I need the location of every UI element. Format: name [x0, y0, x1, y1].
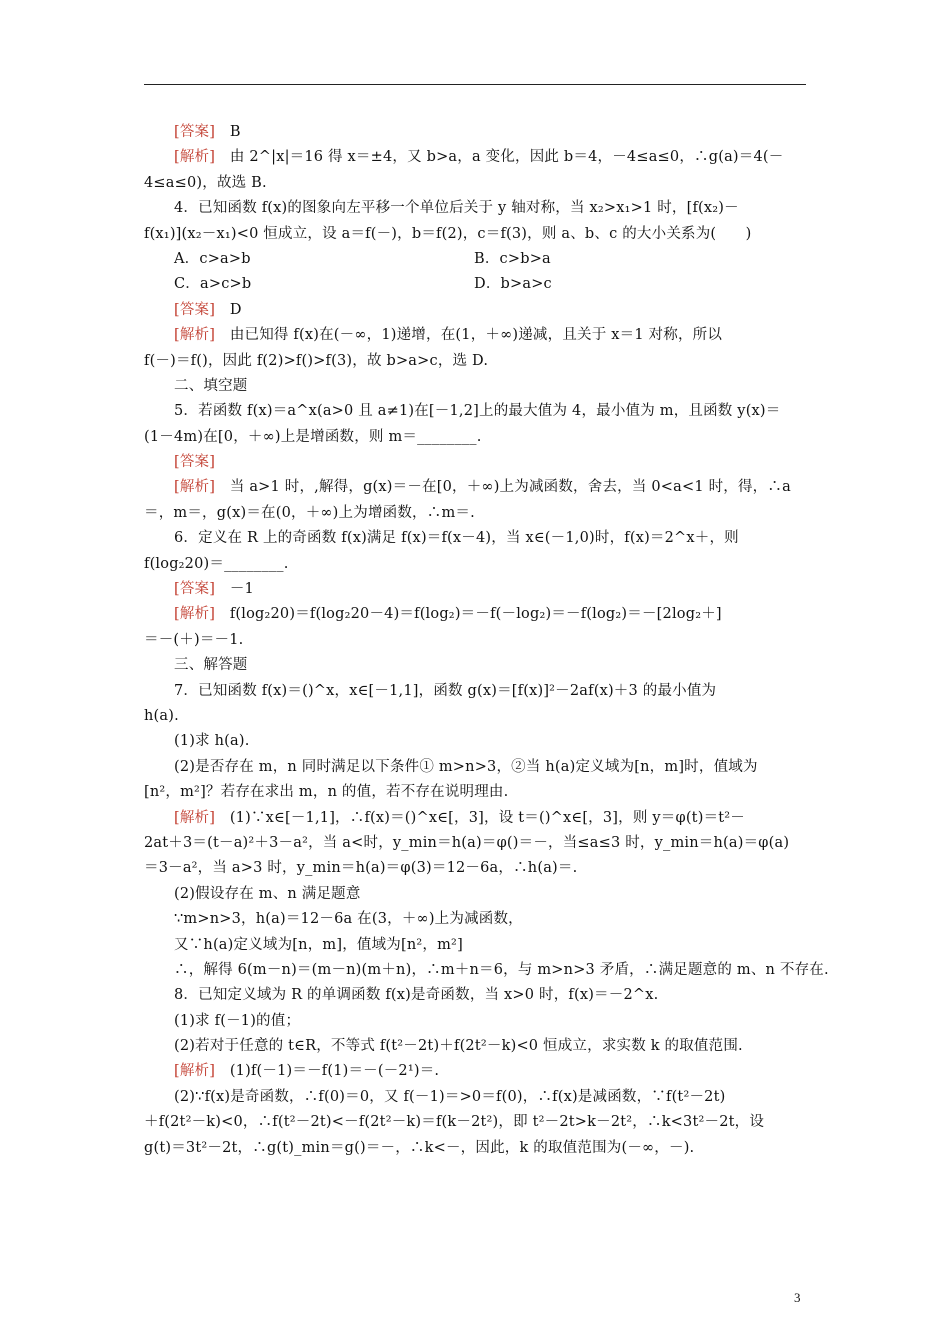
text-line [144, 1009, 806, 1034]
line-text: ＝，m＝，g(x)＝在(0，＋∞)上为增函数，∴m＝. [144, 504, 475, 521]
line-text: －1 [215, 581, 254, 598]
line-text: (1)求 f(－1)的值； [174, 1012, 301, 1029]
text-line [144, 171, 806, 196]
choice-option: D．b>a>c [474, 276, 552, 293]
line-text: (1)求 h(a). [174, 733, 250, 750]
line-text: (2)若对于任意的 t∈R，不等式 f(t²－2t)＋f(2t²－k)<0 恒成立，求实数 k 的取值范围. [174, 1038, 743, 1055]
line-text: f(x₁)](x₂－x₁)<0 恒成立，设 a＝f(－)，b＝f(2)，c＝f(3)，则 a、b、c 的大小关系为( ) [144, 225, 752, 242]
text-line [144, 272, 806, 297]
text-line [144, 475, 806, 500]
line-text: 7．已知函数 f(x)＝()^x，x∈[－1,1]，函数 g(x)＝[f(x)]²－2af(x)＋3 的最小值为 [174, 682, 717, 699]
text-line [144, 323, 806, 348]
text-line [144, 679, 806, 704]
line-text: 由 2^|x|＝16 得 x＝±4，又 b>a，a 变化，因此 b＝4，－4≤a≤0，∴g(a)＝4(－ [215, 149, 784, 166]
line-text: f(log₂20)＝f(log₂20－4)＝f(log₂)＝－f(－log₂)＝－f(log₂)＝－[2log₂＋] [215, 606, 722, 623]
text-line [144, 1034, 806, 1059]
text-line [144, 806, 806, 831]
choice-option: A．c>a>b [174, 250, 251, 267]
answer-tag: [解析] [174, 606, 216, 623]
answer-tag: [答案] [174, 581, 216, 598]
line-text: ∵m>n>3，h(a)＝12－6a 在(3，＋∞)上为减函数， [174, 911, 523, 928]
answer-tag: [解析] [174, 149, 216, 166]
line-text: 5．若函数 f(x)＝a^x(a>0 且 a≠1)在[－1,2]上的最大值为 4，最小值为 m，且函数 y(x)＝ [174, 403, 781, 420]
text-line [144, 780, 806, 805]
header-rule [144, 84, 806, 85]
line-text: 8．已知定义域为 R 的单调函数 f(x)是奇函数，当 x>0 时，f(x)＝－2^x. [174, 987, 659, 1004]
line-text: ＝－(＋)＝－1. [144, 631, 244, 648]
text-line [144, 933, 806, 958]
text-line [144, 983, 806, 1008]
text-line [144, 653, 806, 678]
text-line [144, 349, 806, 374]
line-text: (2)假设存在 m、n 满足题意 [174, 885, 361, 902]
text-line [144, 1059, 806, 1084]
line-text: ＋f(2t²－k)<0，∴f(t²－2t)<－f(2t²－k)＝f(k－2t²)，即 t²－2t>k－2t²，∴k<3t²－2t，设 [144, 1114, 765, 1131]
line-text: 又∵h(a)定义域为[n，m]，值域为[n²，m²] [174, 936, 463, 953]
text-line [144, 602, 806, 627]
answer-tag: [答案] [174, 301, 216, 318]
line-text: (2)是否存在 m，n 同时满足以下条件① m>n>3，②当 h(a)定义域为[n，m]时，值域为 [174, 758, 758, 775]
answer-tag: [解析] [174, 1063, 216, 1080]
text-line [144, 755, 806, 780]
answer-tag: [答案] [174, 124, 216, 140]
text-line [144, 247, 806, 272]
line-text: g(t)＝3t²－2t，∴g(t)_min＝g()＝－，∴k<－，因此，k 的取值范围为(－∞，－). [144, 1139, 695, 1156]
text-line [144, 120, 806, 145]
line-text: h(a). [144, 707, 179, 724]
line-text: ∴，解得 6(m－n)＝(m－n)(m＋n)，∴m＋n＝6，与 m>n>3 矛盾，∴满足题意的 m、n 不存在. [174, 961, 829, 978]
answer-tag: [答案] [174, 454, 216, 471]
text-line [144, 831, 806, 856]
line-text: f(log₂20)＝________. [144, 555, 289, 572]
text-line [144, 399, 806, 424]
line-text: D [215, 301, 242, 318]
text-line [144, 1136, 806, 1161]
text-line [144, 450, 806, 475]
text-line [144, 907, 806, 932]
line-text: B [215, 124, 241, 140]
text-line [144, 222, 806, 247]
text-line [144, 882, 806, 907]
line-text: 2at＋3＝(t－a)²＋3－a²，当 a<时，y_min＝h(a)＝φ()＝－，当≤a≤3 时，y_min＝h(a)＝φ(a) [144, 834, 790, 851]
line-text: [n²，m²]？若存在求出 m，n 的值，若不存在说明理由. [144, 784, 509, 801]
text-line [144, 1110, 806, 1135]
text-line [144, 145, 806, 170]
text-line [144, 425, 806, 450]
answer-tag: [解析] [174, 327, 216, 344]
line-text: 4．已知函数 f(x)的图象向左平移一个单位后关于 y 轴对称，当 x₂>x₁>1 时，[f(x₂)－ [174, 200, 739, 217]
answer-tag: [解析] [174, 479, 216, 496]
text-line [144, 374, 806, 399]
line-text: 二、填空题 [174, 377, 248, 394]
choice-option: B．c>b>a [474, 250, 551, 267]
text-line [144, 856, 806, 881]
line-text: (1－4m)在[0，＋∞)上是增函数，则 m＝________. [144, 428, 482, 445]
text-line [144, 1085, 806, 1110]
line-text: 三、解答题 [174, 657, 248, 674]
text-line [144, 958, 829, 983]
text-line [144, 577, 806, 602]
text-line [144, 729, 806, 754]
text-line [144, 628, 806, 653]
choice-option: C．a>c>b [174, 276, 252, 293]
line-text: 6．定义在 R 上的奇函数 f(x)满足 f(x)＝f(x－4)，当 x∈(－1,0)时，f(x)＝2^x＋，则 [174, 530, 739, 547]
line-text: 4≤a≤0)，故选 B. [144, 174, 267, 191]
text-line [144, 552, 806, 577]
line-text: f(－)＝f()，因此 f(2)>f()>f(3)，故 b>a>c，选 D. [144, 352, 489, 369]
text-line [144, 501, 806, 526]
text-line [144, 298, 806, 323]
line-text: 由已知得 f(x)在(－∞，1)递增，在(1，＋∞)递减，且关于 x＝1 对称，所以 [215, 327, 723, 344]
line-text: 当 a>1 时，,解得，g(x)＝－在[0，＋∞)上为减函数，舍去，当 0<a<1 时，得，∴a [215, 479, 791, 496]
line-text: ＝3－a²，当 a>3 时，y_min＝h(a)＝φ(3)＝12－6a，∴h(a)＝. [144, 860, 578, 877]
line-text: (1)f(－1)＝－f(1)＝－(－2¹)＝. [215, 1063, 440, 1080]
text-line [144, 704, 806, 729]
line-text: (2)∵f(x)是奇函数，∴f(0)＝0，又 f(－1)＝>0＝f(0)，∴f(x)是减函数，∵f(t²－2t) [174, 1088, 726, 1105]
document-body [144, 120, 829, 1161]
text-line [144, 196, 806, 221]
answer-tag: [解析] [174, 809, 216, 826]
line-text: (1)∵x∈[－1,1]，∴f(x)＝()^x∈[，3]，设 t＝()^x∈[，3]，则 y＝φ(t)＝t²－ [215, 809, 746, 826]
text-line [144, 526, 806, 551]
page-number: 3 [794, 1290, 801, 1305]
